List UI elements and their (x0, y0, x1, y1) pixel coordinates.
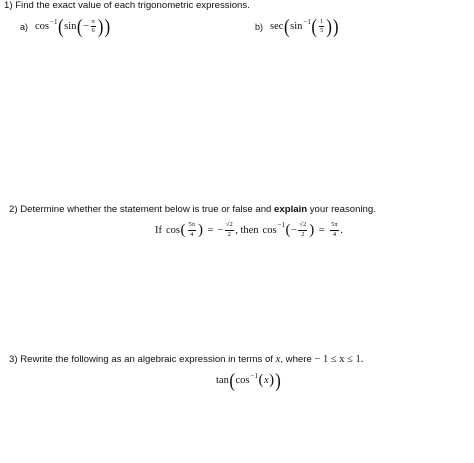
open-paren: ( (229, 369, 235, 392)
fraction-denominator: 4 (190, 230, 194, 238)
cos-function: cos (166, 224, 180, 236)
cos-function: cos (235, 375, 250, 386)
open-paren: ( (285, 221, 291, 238)
fraction-5pi-over-4 (188, 222, 197, 238)
question-3-heading (9, 354, 363, 365)
fraction-5pi-over-4 (330, 222, 339, 238)
emphasis-explain: explain (274, 204, 308, 215)
cos-function: cos (262, 224, 277, 236)
close-paren: ) (198, 221, 204, 238)
minus-sign: − (217, 224, 224, 236)
variable-x: x (275, 354, 281, 365)
sin-function: sin (64, 21, 77, 32)
domain-condition: − 1 ≤ x ≤ 1. (314, 354, 364, 365)
algebraic-expression (216, 369, 281, 392)
expression-1b (270, 15, 339, 38)
fraction-numerator: √2 (298, 222, 307, 231)
open-paren: ( (180, 221, 186, 238)
equals-sign: = (207, 224, 214, 236)
statement-expression (155, 222, 343, 238)
heading-text: 2) Determine whether the statement below is true or false and (9, 204, 275, 215)
fraction-denominator: 2 (301, 230, 305, 238)
if-word: If (155, 224, 162, 236)
then-clause: , then (235, 224, 259, 236)
inverse-exponent: −1 (303, 17, 311, 26)
sin-function: sin (290, 21, 303, 32)
close-paren: ) (309, 221, 315, 238)
expression-1a (35, 15, 111, 38)
question-1a (20, 15, 111, 38)
close-paren: ) (269, 372, 275, 388)
close-paren: ) (104, 15, 111, 38)
fraction-1-over-5 (319, 19, 324, 35)
fraction-numerator: 1 (319, 19, 324, 28)
fraction-numerator: 5π (330, 222, 339, 231)
question-2-heading (9, 204, 376, 215)
fraction-numerator: π (91, 19, 96, 28)
heading-where: , where (280, 354, 312, 365)
fraction-root2-over-2 (225, 222, 234, 238)
inverse-exponent: −1 (277, 221, 285, 229)
fraction-denominator: 2 (227, 230, 231, 238)
part-b-label: b) (255, 21, 264, 32)
minus-sign: − (83, 21, 89, 32)
fraction-denominator: 4 (332, 230, 337, 238)
fraction-denominator: 6 (91, 27, 95, 34)
variable-x: x (263, 375, 269, 386)
question-2-statement (155, 222, 343, 238)
sec-function: sec (270, 21, 284, 32)
question-3-expression (216, 369, 281, 392)
question-1b (255, 15, 339, 38)
close-paren: ) (326, 15, 332, 38)
open-paren: ( (311, 15, 317, 38)
open-paren: ( (258, 372, 264, 388)
fraction-pi-over-6 (91, 19, 96, 35)
cos-function: cos (35, 21, 50, 32)
fraction-numerator: 5π (188, 222, 197, 231)
part-a-label: a) (20, 21, 29, 32)
tan-function: tan (216, 375, 229, 386)
heading-text: 3) Rewrite the following as an algebraic expression in terms of (9, 354, 273, 365)
close-paren: ) (97, 15, 104, 38)
open-paren: ( (57, 15, 64, 38)
fraction-numerator: √2 (225, 222, 234, 231)
inverse-exponent: −1 (50, 17, 58, 26)
open-paren: ( (76, 15, 83, 38)
period: . (340, 224, 343, 236)
heading-text: your reasoning. (307, 204, 376, 215)
close-paren: ) (332, 15, 339, 38)
fraction-denominator: 5 (320, 27, 324, 34)
open-paren: ( (283, 15, 290, 38)
question-1-heading: 1) Find the exact value of each trigonometric expressions. (4, 0, 250, 11)
equals-sign: = (318, 224, 325, 236)
inverse-exponent: −1 (250, 371, 258, 380)
close-paren: ) (275, 369, 281, 392)
minus-sign: − (291, 224, 297, 236)
fraction-root2-over-2 (298, 222, 307, 238)
